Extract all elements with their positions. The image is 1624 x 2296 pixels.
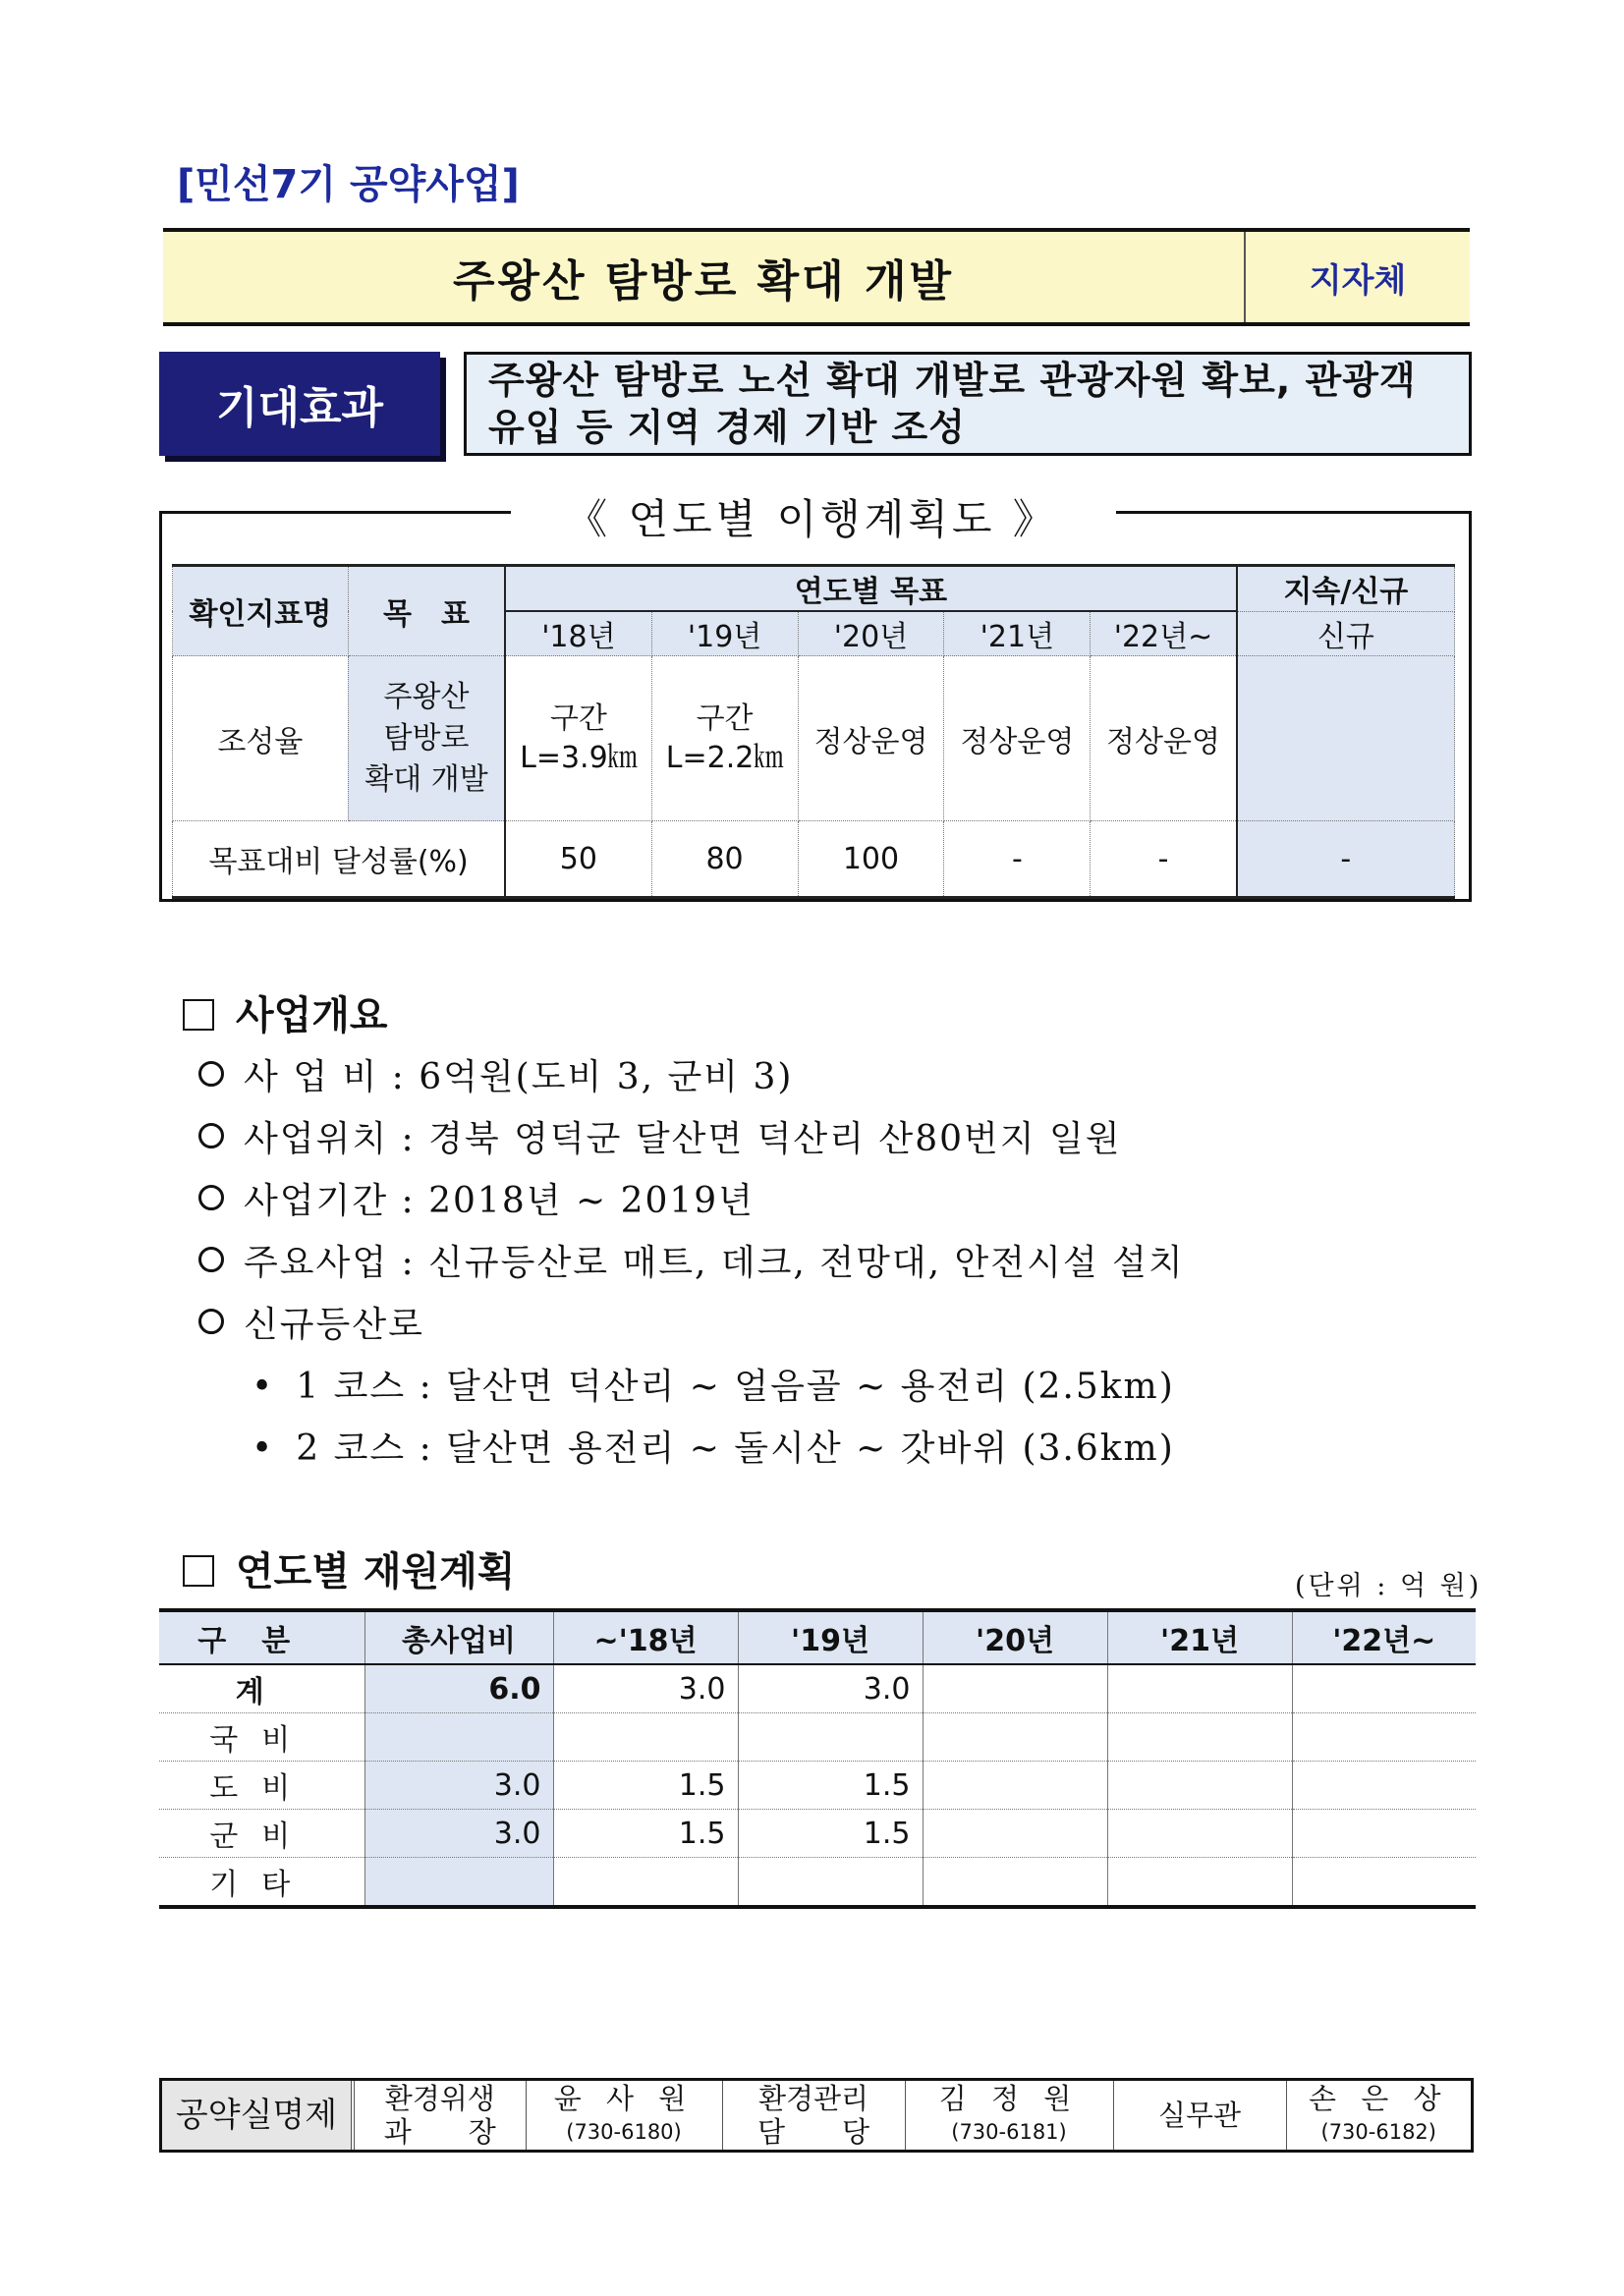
fin-header: 총사업비	[364, 1610, 553, 1664]
fin-header: '22년~	[1292, 1610, 1476, 1664]
fin-total: 3.0	[364, 1810, 553, 1858]
fin-cell	[1292, 1664, 1476, 1713]
overview-item: 신규등산로	[183, 1294, 1185, 1356]
fin-cell	[738, 1713, 923, 1762]
course-item: • 1 코스 : 달산면 덕산리 ~ 얼음골 ~ 용전리 (2.5km)	[183, 1356, 1185, 1418]
fin-cell	[1107, 1810, 1292, 1858]
achievement-label: 목표대비 달성률(%)	[173, 821, 506, 898]
fin-cell	[1107, 1762, 1292, 1810]
fin-cell: 1.5	[553, 1762, 738, 1810]
plan-heading: 《 연도별 이행계획도 》	[566, 495, 1058, 543]
fin-header: '21년	[1107, 1610, 1292, 1664]
fin-row-label: 도비	[159, 1762, 364, 1810]
footer-label: 공약실명제	[162, 2081, 353, 2150]
fin-header: '19년	[738, 1610, 923, 1664]
achievement-22: -	[1091, 821, 1237, 898]
target-22: 정상운영	[1091, 656, 1237, 821]
year-18: '18년	[505, 611, 651, 656]
overview-item: 사업기간 : 2018년 ~ 2019년	[183, 1170, 1185, 1232]
dot-bullet-icon: •	[252, 1367, 275, 1407]
fin-cell: 1.5	[738, 1762, 923, 1810]
footer-role: 환경위생 과 장	[353, 2081, 526, 2150]
fin-row-label: 군비	[159, 1810, 364, 1858]
target-19: 구간 L=2.2㎞	[651, 656, 798, 821]
circle-bullet-icon	[198, 1061, 224, 1087]
fin-total	[364, 1713, 553, 1762]
target-18: 구간 L=3.9㎞	[505, 656, 651, 821]
project-owner: 지자체	[1244, 232, 1470, 322]
fin-cell	[738, 1858, 923, 1908]
overview-item: 사업위치 : 경북 영덕군 달산면 덕산리 산80번지 일원	[183, 1108, 1185, 1170]
target-21: 정상운영	[944, 656, 1091, 821]
header-goal: 목 표	[348, 566, 505, 656]
finance-unit: (단위 : 억 원)	[1295, 1571, 1483, 1601]
overview-item: 주요사업 : 신규등산로 매트, 데크, 전망대, 안전시설 설치	[183, 1232, 1185, 1294]
year-19: '19년	[651, 611, 798, 656]
effect-label: 기대효과	[159, 352, 440, 456]
fin-row-label: 국비	[159, 1713, 364, 1762]
target-20: 정상운영	[798, 656, 944, 821]
fin-cell: 1.5	[738, 1810, 923, 1858]
fin-cell	[923, 1713, 1107, 1762]
course-item: • 2 코스 : 달산면 용전리 ~ 돌시산 ~ 갓바위 (3.6km)	[183, 1418, 1185, 1480]
year-22: '22년~	[1091, 611, 1237, 656]
effect-text	[464, 352, 1472, 456]
title-box	[163, 228, 1470, 326]
footer-person: 윤 사 원 (730-6180)	[526, 2081, 722, 2150]
fin-cell	[1292, 1858, 1476, 1908]
fin-cell	[923, 1810, 1107, 1858]
fin-header: ~'18년	[553, 1610, 738, 1664]
indicator-value: 조성율	[173, 656, 349, 821]
fin-cell	[1107, 1858, 1292, 1908]
fin-cell	[1292, 1762, 1476, 1810]
year-20: '20년	[798, 611, 944, 656]
fin-cell	[1107, 1664, 1292, 1713]
achievement-21: -	[944, 821, 1091, 898]
fin-cell	[1292, 1713, 1476, 1762]
fin-cell: 1.5	[553, 1810, 738, 1858]
fin-header: '20년	[923, 1610, 1107, 1664]
square-bullet-icon	[183, 1555, 214, 1587]
footer-role: 실무관	[1113, 2081, 1286, 2150]
footer-role: 환경관리 담 당	[722, 2081, 905, 2150]
finance-title: 연도별 재원계획	[183, 1540, 515, 1596]
fin-row-label: 계	[159, 1664, 364, 1713]
fin-cell	[553, 1858, 738, 1908]
achievement-18: 50	[505, 821, 651, 898]
square-bullet-icon	[183, 999, 214, 1031]
pledge-footer	[159, 2078, 1474, 2153]
pledge-tag: [민선7기 공약사업]	[177, 162, 520, 207]
fin-total: 3.0	[364, 1762, 553, 1810]
fin-cell	[923, 1664, 1107, 1713]
fin-cell: 3.0	[553, 1664, 738, 1713]
fin-total	[364, 1858, 553, 1908]
dot-bullet-icon: •	[252, 1428, 275, 1469]
circle-bullet-icon	[198, 1247, 224, 1272]
footer-person: 손 은 상 (730-6182)	[1286, 2081, 1471, 2150]
circle-bullet-icon	[198, 1123, 224, 1148]
fin-header: 구분	[159, 1610, 364, 1664]
finance-table	[159, 1608, 1476, 1909]
footer-person: 김 정 원 (730-6181)	[905, 2081, 1113, 2150]
header-yearly: 연도별 목표	[505, 566, 1236, 612]
header-status: 지속/신규	[1237, 566, 1455, 612]
project-title: 주왕산 탐방로 확대 개발	[453, 256, 954, 307]
year-21: '21년	[944, 611, 1091, 656]
fin-cell	[1292, 1810, 1476, 1858]
overview-section	[183, 984, 1185, 1480]
goal-value: 주왕산 탐방로 확대 개발	[348, 656, 505, 821]
circle-bullet-icon	[198, 1185, 224, 1210]
fin-cell	[923, 1858, 1107, 1908]
fin-row-label: 기타	[159, 1858, 364, 1908]
fin-total: 6.0	[364, 1664, 553, 1713]
plan-table	[172, 564, 1455, 899]
status-value: 신규	[1237, 611, 1455, 656]
fin-cell: 3.0	[738, 1664, 923, 1713]
circle-bullet-icon	[198, 1309, 224, 1334]
header-indicator: 확인지표명	[173, 566, 349, 656]
effect-line-2: 유입 등 지역 경제 기반 조성	[488, 406, 966, 449]
fin-cell	[553, 1713, 738, 1762]
achievement-20: 100	[798, 821, 944, 898]
effect-line-1: 주왕산 탐방로 노선 확대 개발로 관광자원 확보, 관광객	[488, 359, 1417, 402]
achievement-19: 80	[651, 821, 798, 898]
overview-item: 사 업 비 : 6억원(도비 3, 군비 3)	[183, 1046, 1185, 1108]
fin-cell	[923, 1762, 1107, 1810]
achievement-status: -	[1237, 821, 1455, 898]
status-cell	[1237, 656, 1455, 821]
overview-title: 사업개요	[183, 984, 1185, 1040]
fin-cell	[1107, 1713, 1292, 1762]
